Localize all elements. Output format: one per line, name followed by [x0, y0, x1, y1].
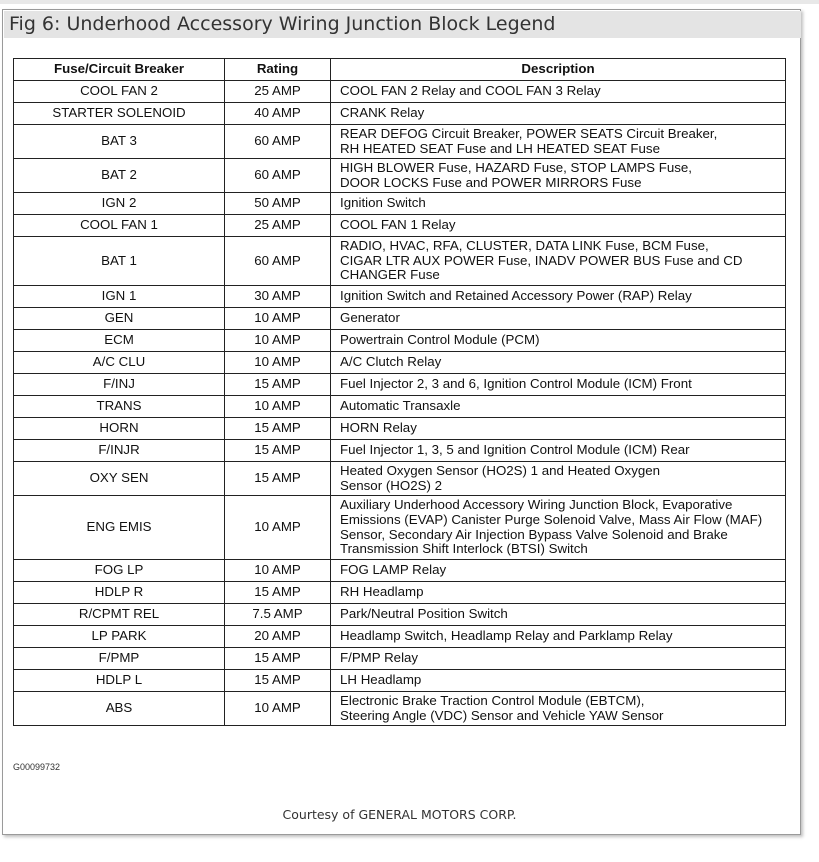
fuse-name-cell: IGN 1: [14, 286, 225, 308]
table-row: [14, 626, 786, 648]
description-cell: [331, 330, 786, 352]
fuse-name-cell: STARTER SOLENOID: [14, 103, 225, 125]
rating-cell: 10 AMP: [225, 352, 331, 374]
description-cell: [331, 125, 786, 159]
description-line: Fuel Injector 2, 3 and 6, Ignition Control Module (ICM) Front: [340, 376, 692, 392]
table-row: [14, 692, 786, 726]
fuse-name-cell: F/INJ: [14, 374, 225, 396]
description-line: Auxiliary Underhood Accessory Wiring Junction Block, Evaporative: [340, 496, 733, 512]
description-line: Fuel Injector 1, 3, 5 and Ignition Control Module (ICM) Rear: [340, 442, 690, 458]
table-header-row: [14, 59, 786, 81]
description-cell: [331, 604, 786, 626]
table-row: [14, 374, 786, 396]
description-line: Park/Neutral Position Switch: [340, 606, 508, 622]
fuse-name-cell: COOL FAN 2: [14, 81, 225, 103]
fuse-name-cell: LP PARK: [14, 626, 225, 648]
top-edge: [0, 0, 819, 4]
table-row: [14, 496, 786, 560]
fuse-name-cell: F/PMP: [14, 648, 225, 670]
table-row: [14, 330, 786, 352]
description-cell: [331, 582, 786, 604]
description-line: Heated Oxygen Sensor (HO2S) 1 and Heated Oxygen: [340, 462, 661, 478]
fuse-name-cell: HORN: [14, 418, 225, 440]
description-cell: [331, 193, 786, 215]
figure-code: G00099732: [13, 762, 61, 772]
description-line: Sensor (HO2S) 2: [340, 477, 442, 493]
table-row: [14, 159, 786, 193]
rating-cell: 10 AMP: [225, 330, 331, 352]
header-description: Description: [331, 59, 786, 81]
table-row: [14, 237, 786, 286]
table-row: [14, 125, 786, 159]
description-line: Generator: [340, 310, 400, 326]
table-row: [14, 286, 786, 308]
header-fuse: Fuse/Circuit Breaker: [14, 59, 225, 81]
table-row: [14, 560, 786, 582]
description-cell: [331, 418, 786, 440]
description-cell: [331, 670, 786, 692]
description-line: A/C Clutch Relay: [340, 354, 442, 370]
fuse-name-cell: GEN: [14, 308, 225, 330]
description-line: COOL FAN 1 Relay: [340, 217, 456, 233]
rating-cell: 25 AMP: [225, 215, 331, 237]
fuse-name-cell: HDLP R: [14, 582, 225, 604]
description-cell: [331, 560, 786, 582]
fuse-name-cell: COOL FAN 1: [14, 215, 225, 237]
rating-cell: 10 AMP: [225, 560, 331, 582]
description-line: Steering Angle (VDC) Sensor and Vehicle YAW Sensor: [340, 707, 664, 723]
table-row: [14, 648, 786, 670]
description-line: RH HEATED SEAT Fuse and LH HEATED SEAT Fuse: [340, 140, 660, 156]
description-cell: [331, 103, 786, 125]
description-line: LH Headlamp: [340, 672, 422, 688]
description-line: CIGAR LTR AUX POWER Fuse, INADV POWER BUS Fuse and CD: [340, 252, 743, 268]
rating-cell: 60 AMP: [225, 125, 331, 159]
description-line: HORN Relay: [340, 420, 417, 436]
header-rating: Rating: [225, 59, 331, 81]
fuse-name-cell: F/INJR: [14, 440, 225, 462]
fuse-name-cell: ABS: [14, 692, 225, 726]
rating-cell: 15 AMP: [225, 648, 331, 670]
description-cell: [331, 462, 786, 496]
description-line: Transmission Shift Interlock (BTSI) Switch: [340, 541, 588, 557]
fuse-name-cell: BAT 3: [14, 125, 225, 159]
rating-cell: 7.5 AMP: [225, 604, 331, 626]
description-cell: [331, 648, 786, 670]
table-row: [14, 418, 786, 440]
description-cell: [331, 626, 786, 648]
description-cell: [331, 440, 786, 462]
table-row: [14, 670, 786, 692]
rating-cell: 15 AMP: [225, 374, 331, 396]
rating-cell: 15 AMP: [225, 462, 331, 496]
description-cell: [331, 81, 786, 103]
rating-cell: 15 AMP: [225, 440, 331, 462]
description-line: REAR DEFOG Circuit Breaker, POWER SEATS Circuit Breaker,: [340, 125, 718, 141]
rating-cell: 60 AMP: [225, 237, 331, 286]
rating-cell: 50 AMP: [225, 193, 331, 215]
description-cell: [331, 286, 786, 308]
description-line: Powertrain Control Module (PCM): [340, 332, 540, 348]
table-row: [14, 215, 786, 237]
rating-cell: 20 AMP: [225, 626, 331, 648]
description-cell: [331, 237, 786, 286]
table-row: [14, 440, 786, 462]
description-line: RADIO, HVAC, RFA, CLUSTER, DATA LINK Fuse, BCM Fuse,: [340, 237, 709, 253]
table-row: [14, 396, 786, 418]
description-line: FOG LAMP Relay: [340, 562, 447, 578]
fuse-name-cell: OXY SEN: [14, 462, 225, 496]
description-line: Automatic Transaxle: [340, 398, 461, 414]
table-row: [14, 103, 786, 125]
description-cell: [331, 374, 786, 396]
description-line: Emissions (EVAP) Canister Purge Solenoid Valve, Mass Air Flow (MAF): [340, 511, 763, 527]
description-cell: [331, 308, 786, 330]
description-line: CRANK Relay: [340, 105, 425, 121]
courtesy-credit: Courtesy of GENERAL MOTORS CORP.: [282, 807, 517, 822]
rating-cell: 15 AMP: [225, 670, 331, 692]
rating-cell: 10 AMP: [225, 496, 331, 560]
fuse-name-cell: HDLP L: [14, 670, 225, 692]
table-row: [14, 604, 786, 626]
table-row: [14, 308, 786, 330]
rating-cell: 10 AMP: [225, 396, 331, 418]
description-line: RH Headlamp: [340, 584, 424, 600]
rating-cell: 15 AMP: [225, 418, 331, 440]
fuse-name-cell: ECM: [14, 330, 225, 352]
rating-cell: 60 AMP: [225, 159, 331, 193]
description-cell: [331, 396, 786, 418]
table-row: [14, 462, 786, 496]
description-line: CHANGER Fuse: [340, 267, 440, 283]
fuse-name-cell: R/CPMT REL: [14, 604, 225, 626]
description-line: Sensor, Secondary Air Injection Bypass Valve Solenoid and Brake: [340, 526, 728, 542]
table-row: [14, 582, 786, 604]
description-line: F/PMP Relay: [340, 650, 419, 666]
description-cell: [331, 352, 786, 374]
rating-cell: 40 AMP: [225, 103, 331, 125]
description-line: Ignition Switch: [340, 195, 426, 211]
rating-cell: 30 AMP: [225, 286, 331, 308]
table-row: [14, 81, 786, 103]
description-cell: [331, 159, 786, 193]
rating-cell: 10 AMP: [225, 692, 331, 726]
fuse-name-cell: A/C CLU: [14, 352, 225, 374]
description-line: DOOR LOCKS Fuse and POWER MIRRORS Fuse: [340, 174, 642, 190]
fuse-name-cell: IGN 2: [14, 193, 225, 215]
rating-cell: 25 AMP: [225, 81, 331, 103]
description-line: Headlamp Switch, Headlamp Relay and Parklamp Relay: [340, 628, 673, 644]
junction-block-legend-table: [13, 58, 786, 726]
rating-cell: 10 AMP: [225, 308, 331, 330]
description-cell: [331, 692, 786, 726]
description-cell: [331, 215, 786, 237]
description-line: Ignition Switch and Retained Accessory Power (RAP) Relay: [340, 288, 692, 304]
description-line: COOL FAN 2 Relay and COOL FAN 3 Relay: [340, 83, 601, 99]
description-line: Electronic Brake Traction Control Module (EBTCM),: [340, 692, 645, 708]
fuse-name-cell: BAT 2: [14, 159, 225, 193]
table-row: [14, 352, 786, 374]
fuse-name-cell: BAT 1: [14, 237, 225, 286]
figure-title: Fig 6: Underhood Accessory Wiring Junction Block Legend: [4, 11, 801, 38]
description-cell: [331, 496, 786, 560]
rating-cell: 15 AMP: [225, 582, 331, 604]
table-row: [14, 193, 786, 215]
fuse-name-cell: ENG EMIS: [14, 496, 225, 560]
description-line: HIGH BLOWER Fuse, HAZARD Fuse, STOP LAMPS Fuse,: [340, 159, 692, 175]
fuse-name-cell: TRANS: [14, 396, 225, 418]
fuse-name-cell: FOG LP: [14, 560, 225, 582]
